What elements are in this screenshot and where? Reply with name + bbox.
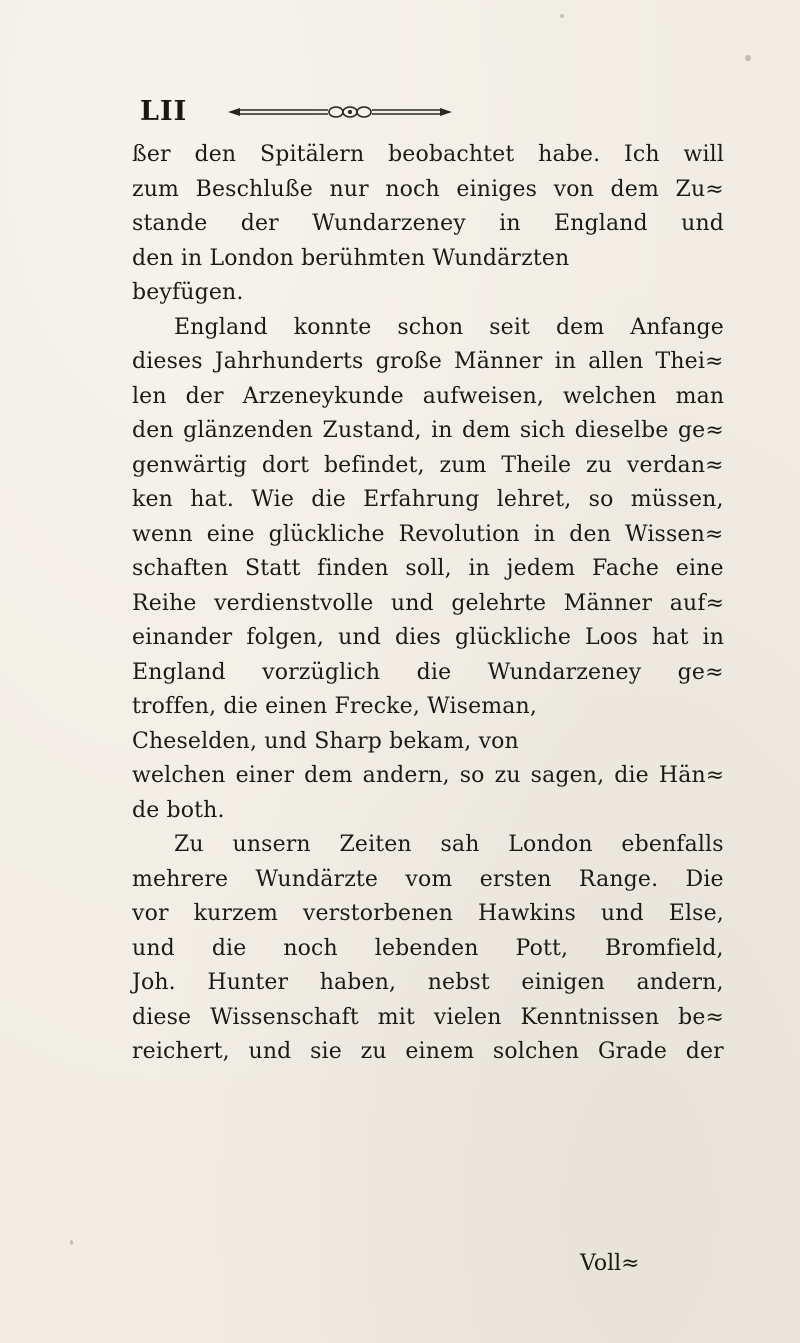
paper-speck <box>70 1240 73 1245</box>
text-line: len der Arzeneykunde aufweisen, welchen man <box>132 383 725 409</box>
text-line: diese Wissenschaft mit vielen Kenntnissen be≈ <box>132 1004 725 1030</box>
text-line: mehrere Wundärzte vom ersten Range. Die <box>132 866 724 892</box>
text-line: dieses Jahrhunderts große Männer in allen Thei≈ <box>132 349 724 374</box>
text-line: welchen einer dem andern, so zu sagen, die Hän≈ <box>132 763 725 788</box>
paper-speck <box>745 55 751 61</box>
paper-speck <box>560 14 564 18</box>
text-line: schaften Statt finden soll, in jedem Fache eine <box>132 556 724 581</box>
text-line: und die noch lebenden Pott, Bromfield, <box>132 935 724 961</box>
text-line: Reihe verdienstvolle und gelehrte Männer auf≈ <box>132 590 725 616</box>
text-line: troffen, die einen Frecke, Wiseman, <box>132 694 538 719</box>
text-line: den in London berühmten Wundärzten <box>132 245 570 271</box>
text-line: vor kurzem verstorbenen Hawkins und Else, <box>132 901 724 926</box>
text-line: ken hat. Wie die Erfahrung lehret, so müssen, <box>132 487 724 512</box>
text-line: de both. <box>132 797 225 823</box>
page-header <box>140 96 700 132</box>
text-line: reichert, und sie zu einem solchen Grade der <box>132 1039 724 1064</box>
text-line: ßer den Spitälern beobachtet habe. Ich will <box>132 142 725 167</box>
header-ornament <box>228 105 458 119</box>
text-line: stande der Wundarzeney in England und <box>132 211 724 236</box>
text-line: einander folgen, und dies glückliche Loos hat in <box>132 625 725 650</box>
text-line: beyfügen. <box>132 280 244 305</box>
text-line: Cheselden, und Sharp bekam, von <box>132 728 519 754</box>
text-line: Zu unsern Zeiten sah London ebenfalls <box>174 832 724 857</box>
text-line: zum Beschluße nur noch einiges von dem Zu≈ <box>132 176 724 202</box>
text-line: Joh. Hunter haben, nebst einigen andern, <box>132 970 724 995</box>
text-line: genwärtig dort befindet, zum Theile zu verdan≈ <box>132 452 724 478</box>
text-line: England konnte schon seit dem Anfange <box>174 314 724 340</box>
text-line: wenn eine glückliche Revolution in den Wissen≈ <box>132 521 724 547</box>
catchword: Voll≈ <box>580 1251 640 1276</box>
text-line: den glänzenden Zustand, in dem sich dieselbe ge≈ <box>132 418 724 443</box>
text-line: England vorzüglich die Wundarzeney ge≈ <box>132 659 724 685</box>
page-number: LII <box>140 96 188 127</box>
body-text <box>132 138 724 1070</box>
